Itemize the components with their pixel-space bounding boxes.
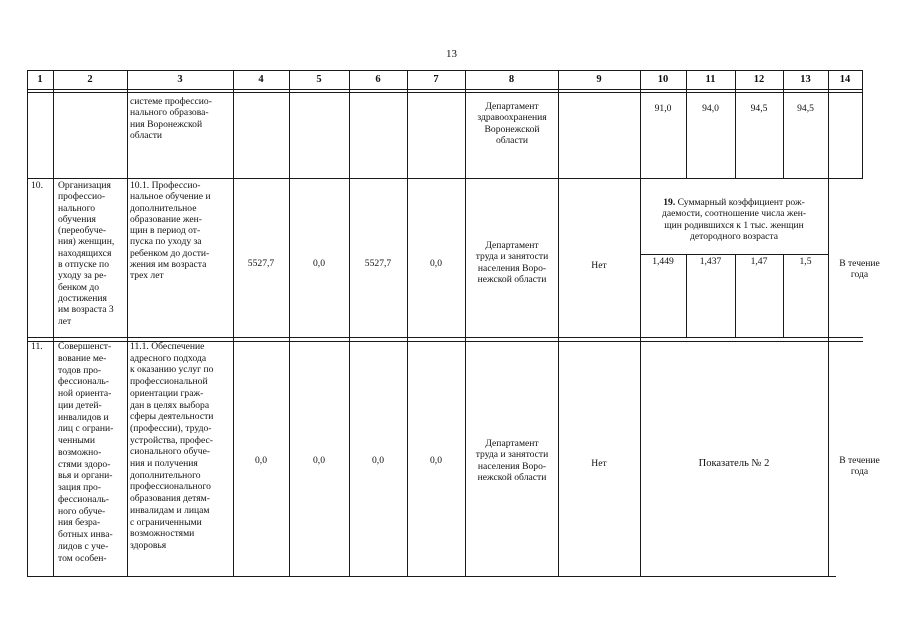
header-col-13: 13 bbox=[800, 74, 811, 85]
row11-number: 11. bbox=[31, 341, 43, 352]
row10-value-10: 1,449 bbox=[652, 256, 674, 267]
row11-measure: 11.1. Обеспечение адресного подхода к оказанию услуг по профессиональной ориентации граж- дан в целях выбора сферы деятельности (профессии), трудо- устройства, профес- сионального обуче- ния и получения дополнительного профессионального образования детям- инвалидам и лицам с ограниченными возможностями здоровья bbox=[130, 341, 214, 551]
row10-number: 10. bbox=[31, 180, 43, 191]
header-col-1: 1 bbox=[37, 74, 43, 85]
row-prev-measure: системе профессио- нального образова- ния Воронежской области bbox=[130, 96, 212, 141]
header-col-7: 7 bbox=[433, 74, 439, 85]
row10-col7: 0,0 bbox=[430, 258, 442, 269]
row11-executor: Департамент труда и занятости населения Воро- нежской области bbox=[475, 438, 549, 483]
row10-measure: 10.1. Профессио- нальное обучение и дополнительное образование жен- щин в период от- пуска по уходу за ребенком до дости- жения им возраста трех лет bbox=[130, 180, 211, 282]
row-prev-executor: Департамент здравоохранения Воронежской области bbox=[477, 101, 547, 146]
row10-col6: 5527,7 bbox=[364, 258, 392, 269]
row11-funding-flag: Нет bbox=[591, 458, 607, 469]
row11-col5: 0,0 bbox=[313, 455, 325, 466]
row10-col4: 5527,7 bbox=[247, 258, 275, 269]
header-col-8: 8 bbox=[508, 74, 515, 85]
row-prev-value-11: 94,0 bbox=[702, 103, 719, 114]
row11-indicator: Показатель № 2 bbox=[698, 458, 770, 469]
row11-col4: 0,0 bbox=[255, 455, 267, 466]
header-col-14: 14 bbox=[839, 74, 851, 85]
row11-event: Совершенст- вование ме- тодов про- фессиональ- ной ориента- ции детей- инвалидов и лиц с ограни- ченными возможно- стями здоро- вья и органи- зация про- фессиональ- ного обуче- ния безра- ботных инва- лидов с уче- том особен- bbox=[58, 341, 114, 564]
row11-col7: 0,0 bbox=[430, 455, 442, 466]
header-col-10: 10 bbox=[657, 74, 669, 85]
header-col-5: 5 bbox=[316, 74, 322, 85]
row-prev-value-12: 94,5 bbox=[750, 103, 768, 114]
header-col-9: 9 bbox=[596, 74, 602, 85]
header-col-12: 12 bbox=[753, 74, 765, 85]
row10-indicator-text: Суммарный коэффициент рож- даемости, соотношение числа жен- щин родившихся к 1 тыс. женщин детородного возраста bbox=[661, 197, 807, 242]
row11-deadline: В течение года bbox=[839, 455, 880, 478]
row10-indicator bbox=[642, 197, 826, 242]
row10-value-11: 1,437 bbox=[699, 256, 722, 267]
row10-executor: Департамент труда и занятости населения Воро- нежской области bbox=[475, 240, 549, 285]
row10-indicator-number: 19. bbox=[663, 197, 676, 208]
row-prev-value-13: 94,5 bbox=[797, 103, 814, 114]
row10-deadline: В течение года bbox=[839, 258, 880, 281]
header-col-4: 4 bbox=[258, 74, 264, 85]
header-col-3: 3 bbox=[177, 74, 183, 85]
row10-event: Организация профессио- нального обучения (переобуче- ния) женщин, находящихся в отпуске по уходу за ре- бенком до достижения им возраста 3 лет bbox=[58, 180, 115, 327]
row10-col5: 0,0 bbox=[313, 258, 325, 269]
row10-value-12: 1,47 bbox=[750, 256, 768, 267]
page-number: 13 bbox=[446, 48, 457, 60]
header-col-6: 6 bbox=[375, 74, 381, 85]
row-prev-value-10: 91,0 bbox=[654, 103, 672, 114]
header-col-11: 11 bbox=[705, 74, 716, 85]
row11-col6: 0,0 bbox=[372, 455, 384, 466]
header-col-2: 2 bbox=[87, 74, 93, 85]
row10-value-13: 1,5 bbox=[799, 256, 812, 267]
row10-funding-flag: Нет bbox=[591, 260, 607, 271]
